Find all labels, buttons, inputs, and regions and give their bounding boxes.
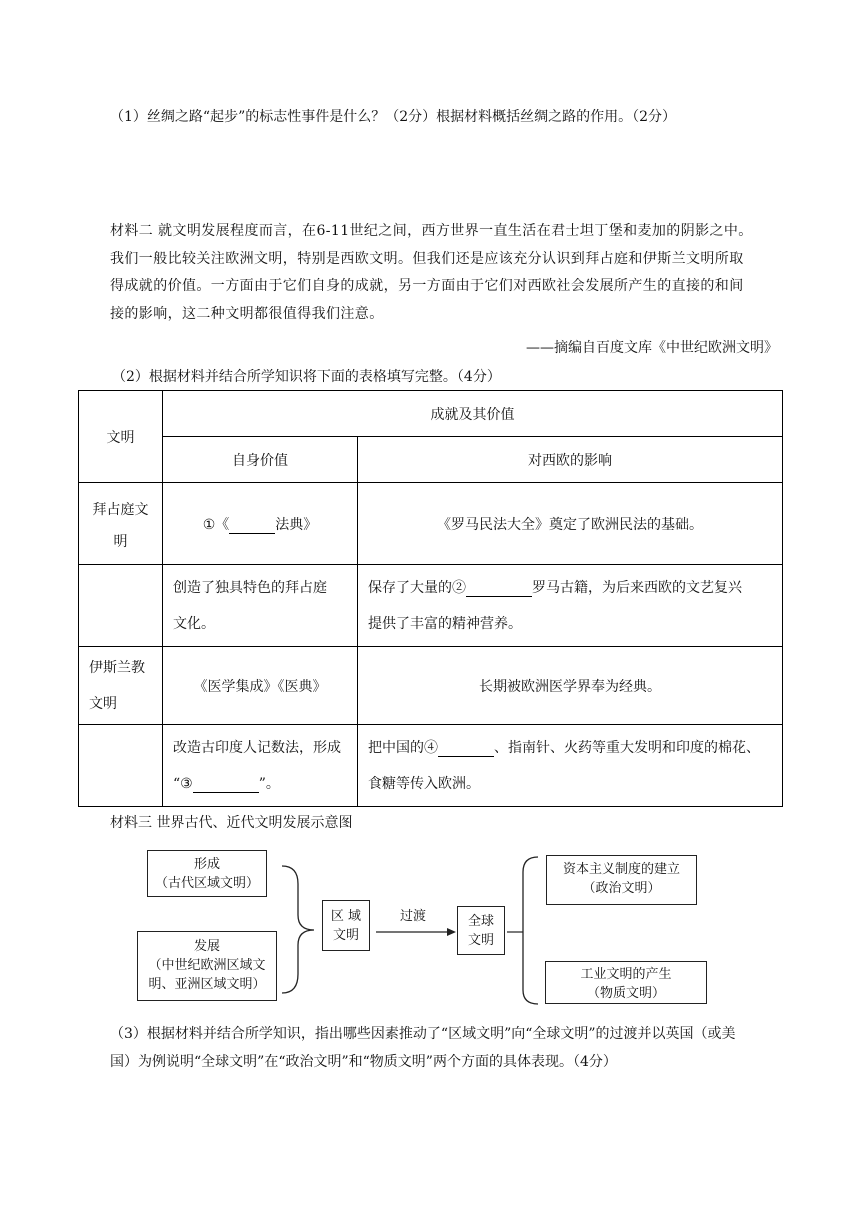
question-2: （2）根据材料并结合所学知识将下面的表格填写完整。（4分） xyxy=(112,369,501,385)
blank-2-suffix: 罗马古籍，为后来西欧的文艺复兴 xyxy=(532,579,742,596)
global-civilization-box xyxy=(457,906,505,955)
blank-4-suffix: 、指南针、火药等重大发明和印度的棉花、 xyxy=(494,739,760,756)
material-2-line-4: 接的影响，这二种文明都很值得我们注意。 xyxy=(110,305,384,322)
blank-1-prefix: ①《 xyxy=(202,516,230,533)
material-3-title: 材料三 世界古代、近代文明发展示意图 xyxy=(110,815,353,831)
influence-line2: 提供了丰富的精神营养。 xyxy=(368,615,522,632)
capitalism-line2: （政治文明） xyxy=(582,881,661,896)
civ-islamic-line1: 伊斯兰教 xyxy=(89,659,145,676)
table-cell-influence: 《罗马民法大全》奠定了欧洲民法的基础。 xyxy=(358,483,783,565)
industrial-line2: （物质文明） xyxy=(586,986,665,1001)
formation-title: 形成 xyxy=(193,857,220,872)
table-header-civilization: 文明 xyxy=(79,391,163,483)
regional-civilization-box xyxy=(322,900,370,951)
civ-byzantine-line2: 明 xyxy=(113,533,128,550)
blank-3-prefix: “③ xyxy=(173,775,193,792)
blank-3-suffix: ”。 xyxy=(258,775,280,792)
self-value-line1: 改造古印度人记数法，形成 xyxy=(173,739,341,756)
industrial-line1: 工业文明的产生 xyxy=(580,967,672,982)
global-line2: 文明 xyxy=(467,933,494,948)
question-1: （1）丝绸之路“起步”的标志性事件是什么？（2分）根据材料概括丝绸之路的作用。（2分） xyxy=(110,109,677,125)
left-brace xyxy=(282,866,314,993)
formation-subtitle: （古代区域文明） xyxy=(154,876,259,891)
development-title: 发展 xyxy=(193,939,220,954)
formation-box xyxy=(147,850,267,897)
arrow-head xyxy=(447,928,456,936)
capitalism-line1: 资本主义制度的建立 xyxy=(562,862,680,877)
blank-1-suffix: 法典》 xyxy=(275,516,318,533)
self-value-line1: 创造了独具特色的拜占庭 xyxy=(173,579,327,596)
development-box xyxy=(137,931,277,1001)
table-header-influence: 对西欧的影响 xyxy=(358,437,783,483)
question-3-line1: （3）根据材料并结合所学知识，指出哪些因素推动了“区域文明”向“全球文明”的过渡并以英国（或美 xyxy=(110,1026,736,1042)
blank-4-prefix: 把中国的④ xyxy=(368,739,438,756)
table-cell-self-value: 《医学集成》《医典》 xyxy=(163,647,358,725)
industrial-box xyxy=(545,961,707,1004)
civ-islamic-line2: 文明 xyxy=(89,695,117,712)
material-2-line-1: 材料二 就文明发展程度而言，在6-11世纪之间，西方世界一直生活在君士坦丁堡和麦加的阴影之中。 xyxy=(110,223,753,239)
regional-line1: 区 域 xyxy=(330,909,362,924)
right-brace xyxy=(523,857,538,1004)
table-header-achievements: 成就及其价值 xyxy=(163,391,783,437)
self-value-line2: 文化。 xyxy=(173,615,215,632)
transition-label: 过渡 xyxy=(400,909,427,924)
blank-2-prefix: 保存了大量的② xyxy=(368,579,466,596)
development-line3: 明、亚洲区域文明） xyxy=(148,977,266,992)
material-2-line-3: 得成就的价值。一方面由于它们自身的成就，另一方面由于它们对西欧社会发展所产生的直接的和间 xyxy=(110,278,744,294)
question-3-line2: 国）为例说明“全球文明”在“政治文明”和“物质文明”两个方面的具体表现。（4分） xyxy=(110,1054,617,1070)
regional-line2: 文明 xyxy=(332,928,359,943)
influence-line2: 食糖等传入欧洲。 xyxy=(368,775,480,792)
civ-byzantine-line1: 拜占庭文 xyxy=(92,501,149,518)
question-3 xyxy=(110,1020,736,1076)
capitalism-box xyxy=(546,855,697,905)
material-2-source: ——摘编自百度文库《中世纪欧洲文明》 xyxy=(526,340,778,356)
development-line2: （中世纪欧洲区域文 xyxy=(148,958,266,973)
material-2-line-2: 我们一般比较关注欧洲文明，特别是西欧文明。但我们还是应该充分认识到拜占庭和伊斯兰文明所取 xyxy=(110,250,744,267)
table-header-self-value: 自身价值 xyxy=(163,437,358,483)
table-cell-influence: 长期被欧洲医学界奉为经典。 xyxy=(358,647,783,725)
global-line1: 全球 xyxy=(467,914,494,929)
